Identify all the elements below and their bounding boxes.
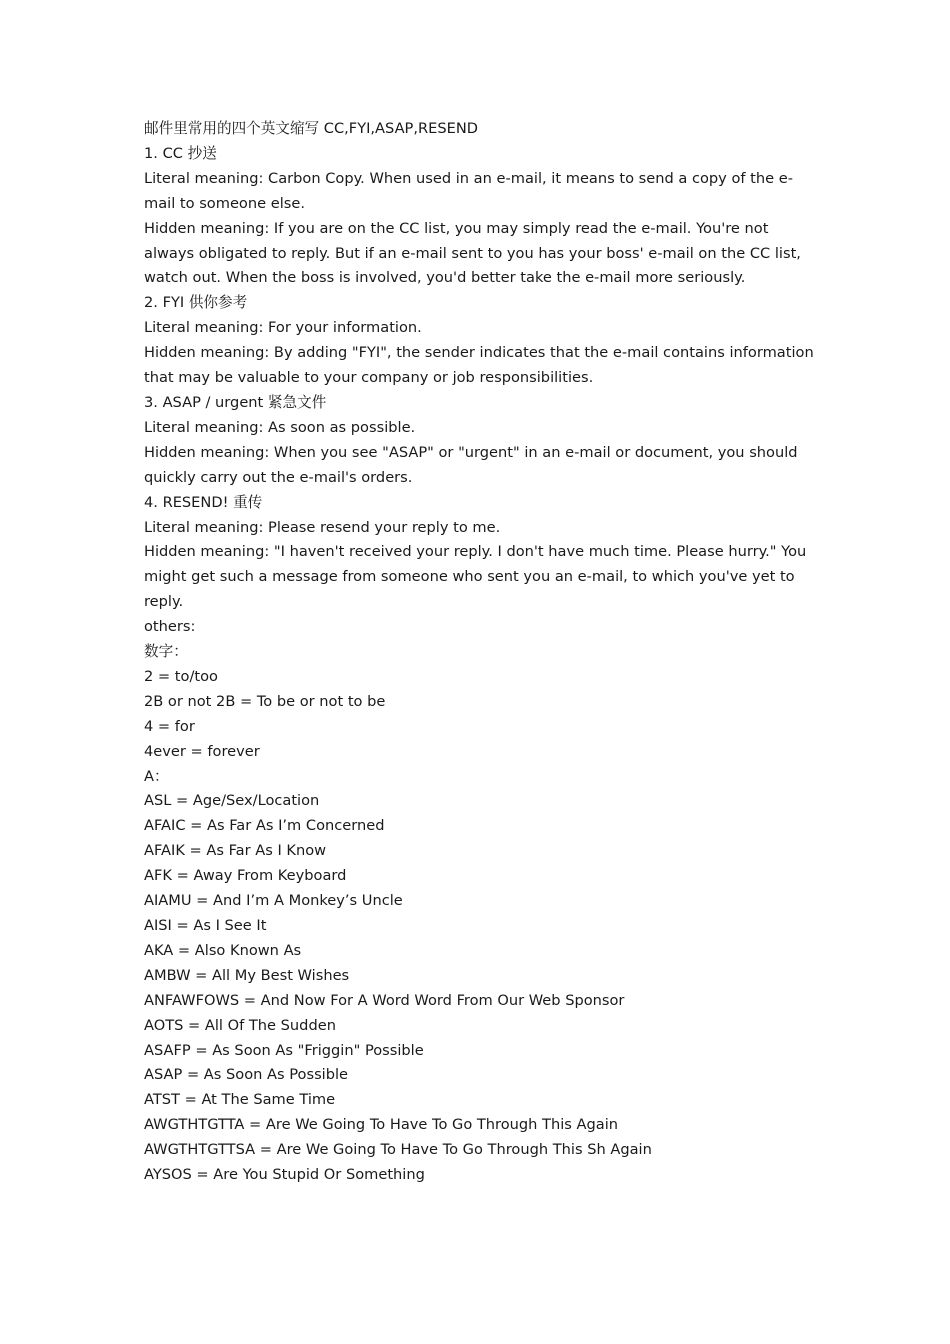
list-item: AYSOS = Are You Stupid Or Something — [144, 1166, 425, 1184]
list-item: AFK = Away From Keyboard — [144, 867, 347, 885]
list-item: 2 = to/too — [144, 667, 218, 685]
list-item: AWGTHTGTTA = Are We Going To Have To Go Through This Again — [144, 1116, 619, 1134]
hidden-meaning: Hidden meaning: By adding "FYI", the sender indicates that the e-mail contains information that may be valuable to your company or job responsibilities. — [144, 344, 814, 387]
literal-meaning: Literal meaning: Carbon Copy. When used in an e-mail, it means to send a copy of the e-mail to someone else. — [144, 169, 793, 212]
item-heading — [144, 391, 814, 416]
list-item: AISI = As I See It — [144, 917, 267, 934]
list-item: AKA = Also Known As — [144, 941, 302, 959]
list-item: AOTS = All Of The Sudden — [144, 1016, 336, 1034]
item-heading-cn: 抄送 — [187, 144, 217, 162]
list-item: ASAP = As Soon As Possible — [144, 1066, 349, 1084]
hidden-meaning: Hidden meaning: If you are on the CC list, you may simply read the e-mail. You're not always obligated to reply. But if an e-mail sent to you has your boss' e-mail on the CC list, watch out. When the boss is involved, you'd better take the e-mail more seriously. — [144, 219, 801, 287]
list-item: 4ever = forever — [144, 742, 260, 760]
list-item: AFAIC = As Far As I’m Concerned — [144, 817, 385, 835]
others-label: others: — [144, 618, 196, 636]
item-heading-en: 4. RESEND! — [144, 493, 229, 511]
list-item: ANFAWFOWS = And Now For A Word Word From Our Web Sponsor — [144, 991, 625, 1009]
literal-meaning: Literal meaning: As soon as possible. — [144, 418, 416, 436]
list-item: 2B or not 2B = To be or not to be — [144, 692, 386, 710]
item-heading-en: 3. ASAP / urgent — [144, 393, 264, 411]
list-item: ATST = At The Same Time — [144, 1091, 336, 1109]
document-title — [144, 117, 814, 142]
list-item: 4 = for — [144, 717, 195, 735]
item-heading-cn: 紧急文件 — [267, 393, 327, 411]
item-heading-cn: 重传 — [233, 493, 263, 511]
document-body — [144, 117, 814, 1188]
list-item: AWGTHTGTTSA = Are We Going To Have To Go Through This Sh Again — [144, 1141, 652, 1159]
item-heading — [144, 291, 814, 316]
item-heading-cn: 供你参考 — [188, 294, 248, 312]
list-item: AIAMU = And I’m A Monkey’s Uncle — [144, 892, 403, 910]
a-section-label: A： — [144, 767, 169, 785]
hidden-meaning: Hidden meaning: "I haven't received your reply. I don't have much time. Please hurry." You might get such a message from someone who sent you an e-mail, to which you've yet to reply. — [144, 543, 807, 611]
literal-meaning: Literal meaning: Please resend your reply to me. — [144, 518, 501, 536]
list-item: ASAFP = As Soon As "Friggin" Possible — [144, 1041, 424, 1059]
item-heading-en: 1. CC — [144, 144, 183, 162]
item-heading — [144, 142, 814, 167]
title-chinese: 邮件里常用的四个英文缩写 — [144, 120, 320, 137]
list-item: AFAIK = As Far As I Know — [144, 842, 327, 860]
literal-meaning: Literal meaning: For your information. — [144, 319, 422, 337]
hidden-meaning: Hidden meaning: When you see "ASAP" or "urgent" in an e-mail or document, you should quickly carry out the e-mail's orders. — [144, 443, 798, 486]
list-item: ASL = Age/Sex/Location — [144, 792, 320, 810]
numbers-label: 数字： — [144, 643, 188, 661]
list-item: AMBW = All My Best Wishes — [144, 966, 350, 984]
item-heading-en: 2. FYI — [144, 294, 185, 312]
title-english: CC,FYI,ASAP,RESEND — [323, 120, 478, 137]
item-heading — [144, 491, 814, 516]
